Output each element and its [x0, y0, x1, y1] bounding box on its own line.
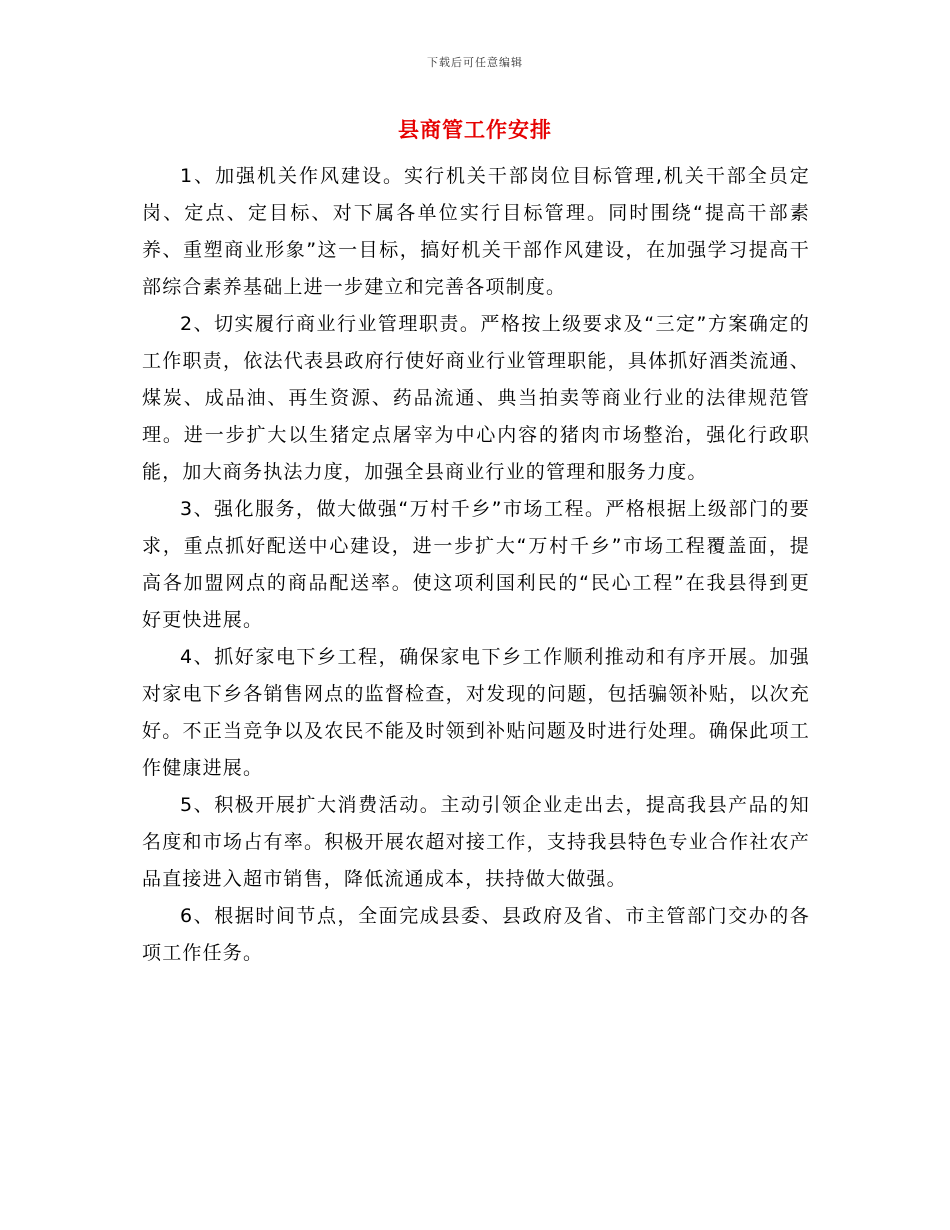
paragraph-5: 5、积极开展扩大消费活动。主动引领企业走出去，提高我县产品的知名度和市场占有率。积极开展农超对接工作，支持我县特色专业合作社农产品直接进入超市销售，降低流通成本，扶持做大做强。 — [142, 794, 810, 890]
paragraph-3: 3、强化服务，做大做强“万村千乡”市场工程。严格根据上级部门的要求，重点抓好配送中心建设，进一步扩大“万村千乡”市场工程覆盖面，提高各加盟网点的商品配送率。使这项利国利民的“民心工程”在我县得到更好更快进展。 — [142, 498, 810, 631]
paragraph-2: 2、切实履行商业行业管理职责。严格按上级要求及“三定”方案确定的工作职责，依法代表县政府行使好商业行业管理职能，具体抓好酒类流通、煤炭、成品油、再生资源、药品流通、典当拍卖等商业行业的法律规范管理。进一步扩大以生猪定点屠宰为中心内容的猪肉市场整治，强化行政职能，加大商务执法力度，加强全县商业行业的管理和服务力度。 — [142, 313, 810, 483]
paragraph-4: 4、抓好家电下乡工程，确保家电下乡工作顺利推动和有序开展。加强对家电下乡各销售网点的监督检查，对发现的问题，包括骗领补贴，以次充好。不正当竞争以及农民不能及时领到补贴问题及时进行处理。确保此项工作健康进展。 — [142, 646, 810, 779]
document-body — [142, 158, 810, 972]
document-title: 县商管工作安排 — [398, 118, 552, 142]
paragraph-6: 6、根据时间节点，全面完成县委、县政府及省、市主管部门交办的各项工作任务。 — [142, 905, 810, 964]
paragraph-1: 1、加强机关作风建设。实行机关干部岗位目标管理,机关干部全员定岗、定点、定目标、对下属各单位实行目标管理。同时围绕“提高干部素养、重塑商业形象”这一目标，搞好机关干部作风建设，在加强学习提高干部综合素养基础上进一步建立和完善各项制度。 — [142, 165, 810, 298]
header-note: 下载后可任意编辑 — [427, 56, 523, 69]
